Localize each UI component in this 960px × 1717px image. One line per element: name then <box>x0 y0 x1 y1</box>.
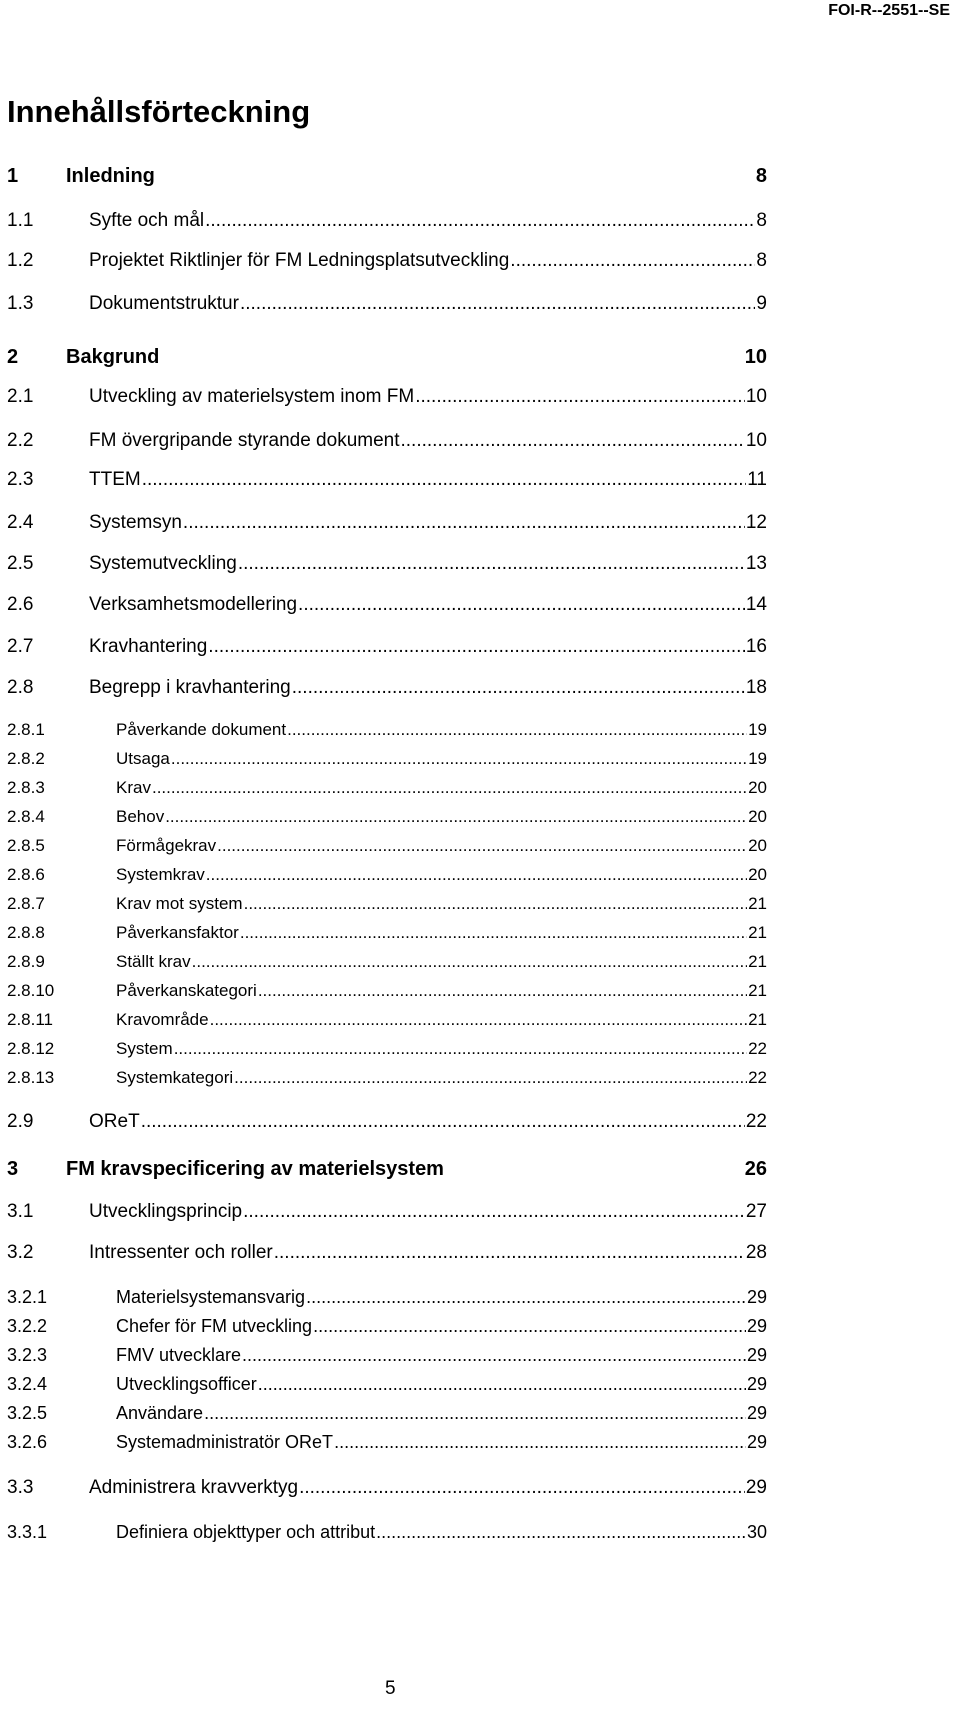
toc-entry-number: 2.8.4 <box>7 807 45 826</box>
toc-entry-number: 2.8.8 <box>7 923 45 942</box>
toc-dot-leader <box>165 807 747 827</box>
toc-entry[interactable] <box>7 636 767 660</box>
toc-entry[interactable] <box>7 1432 767 1455</box>
toc-dot-leader <box>192 952 747 972</box>
toc-dot-leader <box>401 430 745 452</box>
toc-entry-number: 3 <box>7 1158 19 1180</box>
toc-dot-leader <box>234 1068 747 1088</box>
toc-entry-title: FM övergripande styrande dokument <box>89 430 400 451</box>
toc-dot-leader <box>292 677 745 699</box>
toc-entry-page: 29 <box>746 1403 767 1423</box>
toc-entry-title: Systemkrav <box>116 865 205 884</box>
toc-entry[interactable] <box>7 1374 767 1397</box>
toc-entry-number: 3.3.1 <box>7 1522 48 1542</box>
toc-entry-title: Begrepp i kravhantering <box>89 677 291 698</box>
toc-dot-leader <box>306 1287 746 1308</box>
toc-entry-title: FM kravspecificering av materielsystem <box>66 1158 444 1180</box>
toc-entry-page: 29 <box>746 1345 767 1365</box>
toc-entry[interactable] <box>7 165 767 191</box>
toc-entry-page: 20 <box>748 807 767 826</box>
toc-dot-leader <box>205 210 755 232</box>
toc-entry-number: 2.8.11 <box>7 1010 54 1029</box>
toc-entry-number: 1.3 <box>7 293 34 314</box>
toc-entry[interactable] <box>7 1316 767 1339</box>
toc-dot-leader <box>258 1374 746 1395</box>
toc-entry-number: 2.1 <box>7 386 34 407</box>
toc-entry-page: 21 <box>748 1010 767 1029</box>
toc-entry-page: 9 <box>756 293 767 314</box>
toc-entry-title: Utveckling av materielsystem inom FM <box>89 386 415 407</box>
toc-dot-leader <box>208 636 745 658</box>
toc-entry[interactable] <box>7 865 767 887</box>
toc-entry[interactable] <box>7 1287 767 1310</box>
toc-entry-page: 22 <box>745 1111 767 1132</box>
toc-entry-title: Förmågekrav <box>116 836 217 855</box>
toc-dot-leader <box>258 981 747 1001</box>
toc-dot-leader <box>174 1039 747 1059</box>
toc-entry-page: 27 <box>745 1201 767 1222</box>
toc-entry-number: 2.8.10 <box>7 981 55 1000</box>
toc-entry-title: Kravområde <box>116 1010 209 1029</box>
toc-entry-number: 3.2.6 <box>7 1432 48 1452</box>
toc-entry-page: 20 <box>748 836 767 855</box>
toc-entry-page: 12 <box>745 512 767 533</box>
toc-entry-number: 1 <box>7 165 19 187</box>
toc-dot-leader <box>210 1010 747 1030</box>
toc-entry-title: TTEM <box>89 469 141 490</box>
toc-entry[interactable] <box>7 553 767 577</box>
toc-entry-title: Påverkanskategori <box>116 981 257 1000</box>
toc-entry-title: Systemkategori <box>116 1068 234 1087</box>
toc-entry-number: 2.7 <box>7 636 34 657</box>
toc-entry-title: Krav <box>116 778 151 797</box>
toc-dot-leader <box>334 1432 746 1453</box>
toc-entry-title: Verksamhetsmodellering <box>89 594 298 615</box>
toc-dot-leader <box>244 894 747 914</box>
toc-entry-page: 26 <box>744 1158 767 1180</box>
toc-entry[interactable] <box>7 346 767 372</box>
toc-entry-page: 10 <box>745 386 767 407</box>
toc-entry-title: Definiera objekttyper och attribut <box>116 1522 376 1542</box>
toc-dot-leader <box>183 512 745 534</box>
toc-entry[interactable] <box>7 894 767 916</box>
toc-entry-page: 22 <box>748 1039 767 1058</box>
toc-entry-title: Inledning <box>66 165 155 187</box>
toc-entry-page: 29 <box>746 1374 767 1394</box>
toc-dot-leader <box>287 720 747 740</box>
toc-entry-number: 2.8.2 <box>7 749 45 768</box>
toc-entry-number: 2.8.9 <box>7 952 45 971</box>
toc-entry-title: Krav mot system <box>116 894 243 913</box>
toc-entry[interactable] <box>7 1201 767 1225</box>
toc-entry-number: 1.2 <box>7 250 34 271</box>
toc-dot-leader <box>510 250 755 272</box>
toc-entry-page: 21 <box>748 923 767 942</box>
toc-entry[interactable] <box>7 836 767 858</box>
toc-entry-number: 3.3 <box>7 1477 34 1498</box>
toc-entry-page: 28 <box>745 1242 767 1263</box>
toc-entry-title: OReT <box>89 1111 140 1132</box>
toc-entry-page: 21 <box>748 981 767 1000</box>
toc-entry[interactable] <box>7 1039 767 1061</box>
toc-entry-page: 19 <box>748 720 767 739</box>
toc-dot-leader <box>299 1477 745 1499</box>
toc-dot-leader <box>242 1345 746 1366</box>
toc-entry-title: System <box>116 1039 173 1058</box>
toc-entry-number: 2.2 <box>7 430 34 451</box>
toc-entry[interactable] <box>7 250 767 274</box>
toc-entry[interactable] <box>7 1010 767 1032</box>
toc-entry-title: Utvecklingsofficer <box>116 1374 257 1394</box>
toc-entry-title: Projektet Riktlinjer för FM Ledningsplatsutveckling <box>89 250 510 271</box>
toc-entry[interactable] <box>7 981 767 1003</box>
toc-entry-title: Ställt krav <box>116 952 191 971</box>
toc-entry-title: Systemadministratör OReT <box>116 1432 334 1452</box>
toc-entry-title: Administrera kravverktyg <box>89 1477 299 1498</box>
toc-entry-number: 2.8.7 <box>7 894 45 913</box>
toc-entry-number: 2.9 <box>7 1111 34 1132</box>
toc-entry-page: 10 <box>745 430 767 451</box>
toc-entry-number: 3.2.1 <box>7 1287 48 1307</box>
toc-entry[interactable] <box>7 1111 767 1135</box>
toc-entry-number: 2.5 <box>7 553 34 574</box>
toc-dot-leader <box>376 1522 746 1543</box>
toc-entry-page: 18 <box>745 677 767 698</box>
toc-dot-leader <box>243 1201 745 1223</box>
toc-dot-leader <box>240 293 755 315</box>
toc-entry-page: 30 <box>746 1522 767 1542</box>
toc-entry[interactable] <box>7 430 767 454</box>
toc-entry[interactable] <box>7 1403 767 1426</box>
toc-entry-number: 1.1 <box>7 210 34 231</box>
toc-dot-leader <box>313 1316 746 1337</box>
toc-entry-number: 2.6 <box>7 594 34 615</box>
toc-dot-leader <box>152 778 747 798</box>
toc-entry[interactable] <box>7 1158 767 1184</box>
toc-entry[interactable] <box>7 594 767 618</box>
toc-entry-page: 20 <box>748 778 767 797</box>
toc-entry[interactable] <box>7 1242 767 1266</box>
toc-dot-leader <box>240 923 747 943</box>
toc-dot-leader <box>217 836 747 856</box>
toc-entry-page: 19 <box>748 749 767 768</box>
toc-entry[interactable] <box>7 1477 767 1501</box>
toc-entry-title: Utvecklingsprincip <box>89 1201 243 1222</box>
toc-entry[interactable] <box>7 807 767 829</box>
toc-entry[interactable] <box>7 720 767 742</box>
toc-entry-page: 29 <box>745 1477 767 1498</box>
toc-entry-page: 10 <box>744 346 767 368</box>
toc-entry-title: Påverkande dokument <box>116 720 287 739</box>
toc-entry-number: 3.2 <box>7 1242 34 1263</box>
toc-entry-page: 8 <box>756 250 767 271</box>
toc-entry-number: 2.8.5 <box>7 836 45 855</box>
toc-entry-page: 8 <box>755 165 767 187</box>
toc-entry-title: Användare <box>116 1403 204 1423</box>
toc-entry-number: 2.8 <box>7 677 34 698</box>
toc-entry-number: 2.8.1 <box>7 720 45 739</box>
toc-entry-page: 29 <box>746 1287 767 1307</box>
toc-entry[interactable] <box>7 1345 767 1368</box>
document-code: FOI-R--2551--SE <box>828 2 950 19</box>
toc-entry-title: Kravhantering <box>89 636 208 657</box>
toc-entry-page: 13 <box>745 553 767 574</box>
toc-entry-title: Bakgrund <box>66 346 160 368</box>
toc-entry-title: Dokumentstruktur <box>89 293 239 314</box>
toc-entry-number: 3.2.2 <box>7 1316 48 1336</box>
toc-entry-number: 2.4 <box>7 512 34 533</box>
toc-entry-page: 16 <box>745 636 767 657</box>
toc-entry[interactable] <box>7 923 767 945</box>
toc-entry-number: 2.8.3 <box>7 778 45 797</box>
toc-entry[interactable] <box>7 749 767 771</box>
toc-entry-page: 20 <box>748 865 767 884</box>
toc-entry-title: Utsaga <box>116 749 170 768</box>
toc-dot-leader <box>298 594 745 616</box>
toc-entry-page: 21 <box>748 952 767 971</box>
toc-entry[interactable] <box>7 386 767 410</box>
toc-entry-number: 2.8.12 <box>7 1039 55 1058</box>
toc-dot-leader <box>238 553 745 575</box>
toc-entry-title: Påverkansfaktor <box>116 923 239 942</box>
toc-entry[interactable] <box>7 778 767 800</box>
toc-entry-page: 14 <box>745 594 767 615</box>
toc-entry-number: 3.2.3 <box>7 1345 48 1365</box>
toc-entry-page: 22 <box>748 1068 767 1087</box>
toc-entry-title: Chefer för FM utveckling <box>116 1316 313 1336</box>
toc-entry-title: Syfte och mål <box>89 210 205 231</box>
toc-entry[interactable] <box>7 1068 767 1090</box>
toc-dot-leader <box>142 469 747 491</box>
toc-entry[interactable] <box>7 469 767 493</box>
toc-entry[interactable] <box>7 210 767 234</box>
toc-dot-leader <box>171 749 747 769</box>
toc-entry-title: FMV utvecklare <box>116 1345 242 1365</box>
toc-entry[interactable] <box>7 952 767 974</box>
toc-entry-number: 3.2.5 <box>7 1403 48 1423</box>
toc-entry-title: Systemutveckling <box>89 553 237 574</box>
toc-entry[interactable] <box>7 293 767 317</box>
toc-entry-title: Intressenter och roller <box>89 1242 273 1263</box>
toc-dot-leader <box>206 865 747 885</box>
toc-entry-page: 8 <box>756 210 767 231</box>
toc-entry-number: 3.2.4 <box>7 1374 48 1394</box>
toc-entry-title: Materielsystemansvarig <box>116 1287 306 1307</box>
toc-dot-leader <box>141 1111 745 1133</box>
toc-entry-number: 2 <box>7 346 19 368</box>
toc-dot-leader <box>415 386 745 408</box>
page-number: 5 <box>385 1678 396 1699</box>
toc-entry-page: 29 <box>746 1432 767 1452</box>
toc-entry-page: 29 <box>746 1316 767 1336</box>
toc-entry-title: Systemsyn <box>89 512 182 533</box>
toc-dot-leader <box>204 1403 746 1424</box>
toc-entry-number: 3.1 <box>7 1201 34 1222</box>
page-title: Innehållsförteckning <box>7 94 311 129</box>
toc-entry-page: 21 <box>748 894 767 913</box>
toc-entry[interactable] <box>7 512 767 536</box>
toc-entry-page: 11 <box>747 469 767 490</box>
toc-entry-number: 2.3 <box>7 469 34 490</box>
toc-entry[interactable] <box>7 677 767 701</box>
toc-dot-leader <box>274 1242 745 1264</box>
toc-entry-title: Behov <box>116 807 165 826</box>
toc-entry-number: 2.8.6 <box>7 865 45 884</box>
toc-entry[interactable] <box>7 1522 767 1545</box>
toc-entry-number: 2.8.13 <box>7 1068 55 1087</box>
